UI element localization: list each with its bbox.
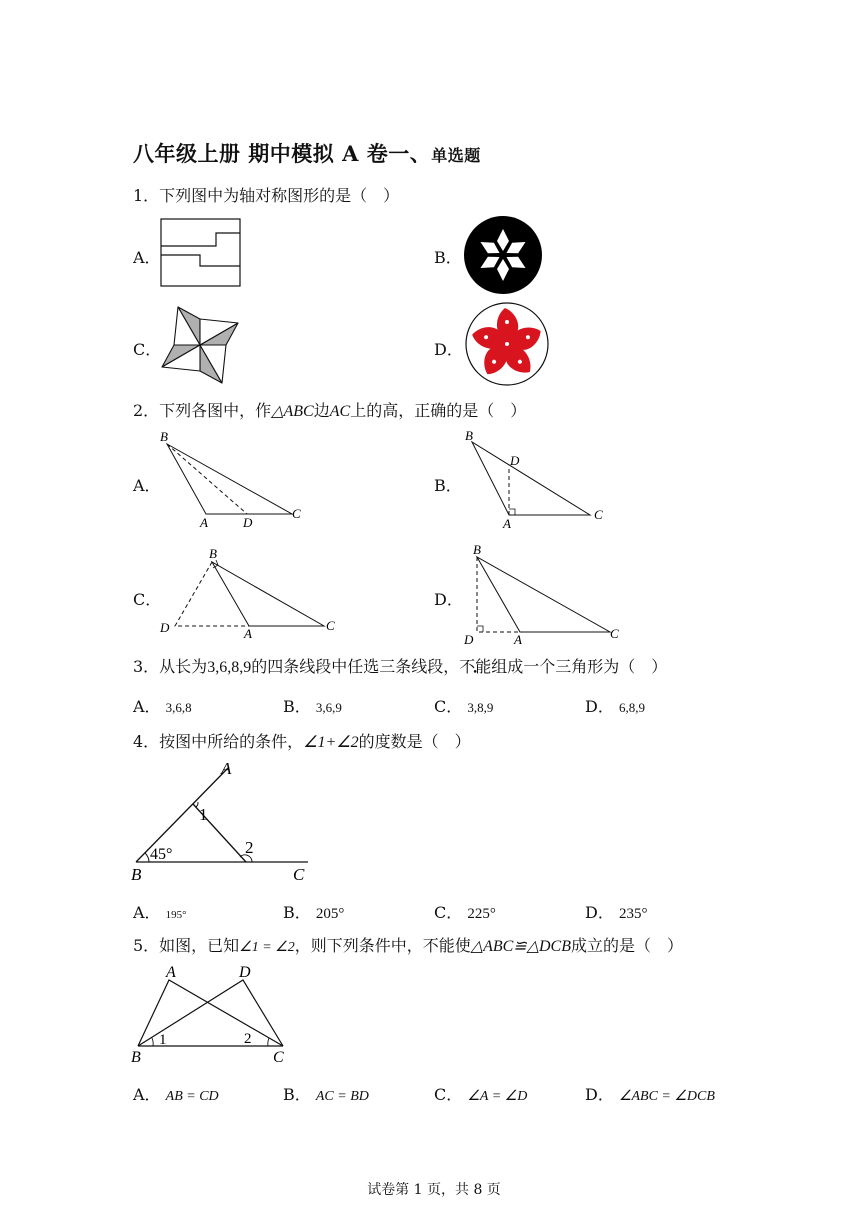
emphasis-not: 不能 bbox=[459, 657, 492, 676]
point-label-a: A bbox=[200, 515, 208, 530]
q1-figure-c-pinwheel[interactable] bbox=[158, 305, 242, 385]
q2-option-d-label[interactable]: D． bbox=[434, 590, 463, 609]
q5-option-a[interactable]: A． AB = CD bbox=[133, 1085, 219, 1104]
point-label-b: B bbox=[160, 429, 168, 444]
q4-option-a[interactable]: A． 195° bbox=[133, 903, 187, 922]
q1-figure-d-bauhinia-flower[interactable] bbox=[463, 301, 551, 387]
angle-label-1: 1 bbox=[199, 805, 208, 824]
svg-text:D: D bbox=[510, 453, 520, 468]
angle-label-2: 2 bbox=[245, 838, 254, 857]
point-label-a: A bbox=[166, 964, 176, 981]
q1-option-d-label[interactable]: D． bbox=[434, 340, 463, 359]
svg-text:A: A bbox=[244, 626, 252, 641]
q2-option-c-label[interactable]: C． bbox=[133, 590, 162, 609]
point-label-c: C bbox=[293, 865, 305, 884]
q2-option-b-label[interactable]: B． bbox=[434, 476, 462, 495]
angle-label-45: 45° bbox=[150, 846, 173, 863]
q4-option-b[interactable]: B． 205° bbox=[283, 903, 345, 922]
svg-text:A: A bbox=[514, 632, 522, 647]
question-3-stem: 3．从长为3,6,8,9的四条线段中任选三条线段，不能组成一个三角形为（ ） bbox=[133, 657, 668, 676]
q5-option-d[interactable]: D． ∠ABC = ∠DCB bbox=[585, 1085, 715, 1104]
q4-figure-angles bbox=[128, 757, 318, 885]
point-label-b: B bbox=[131, 865, 142, 884]
point-label-a: A bbox=[221, 759, 232, 778]
q2-figure-c-triangle[interactable] bbox=[155, 544, 335, 644]
q5-figure-triangles bbox=[128, 961, 296, 1067]
q4-option-d[interactable]: D． 235° bbox=[585, 903, 648, 922]
svg-text:B: B bbox=[473, 542, 481, 557]
q3-option-a[interactable]: A． 3,6,8 bbox=[133, 697, 192, 716]
section-heading: 单选题 bbox=[431, 146, 481, 165]
page-title bbox=[133, 138, 481, 168]
q2-figure-b-triangle[interactable] bbox=[458, 428, 618, 530]
svg-text:C: C bbox=[594, 507, 603, 522]
q1-option-a-label[interactable]: A． bbox=[133, 248, 161, 267]
svg-text:D: D bbox=[464, 632, 474, 647]
point-label-c: C bbox=[292, 506, 301, 521]
q1-figure-b-snowflake-disc[interactable] bbox=[463, 215, 543, 295]
page-footer: 试卷第 1 页，共 8 页 bbox=[367, 1182, 501, 1198]
q2-figure-d-triangle[interactable] bbox=[458, 540, 628, 648]
svg-text:A: A bbox=[503, 516, 511, 530]
question-2-stem: 2．下列各图中，作△ABC边AC上的高，正确的是（ ） bbox=[133, 401, 527, 420]
point-label-d: D bbox=[243, 515, 253, 530]
question-1-stem: 1．下列图中为轴对称图形的是（ ） bbox=[133, 186, 400, 205]
svg-text:B: B bbox=[465, 428, 473, 443]
svg-text:C: C bbox=[610, 626, 619, 641]
q1-option-b-label[interactable]: B． bbox=[434, 248, 462, 267]
q4-option-c[interactable]: C． 225° bbox=[434, 903, 496, 922]
question-4-stem: 4．按图中所给的条件，∠1+∠2的度数是（ ） bbox=[133, 732, 471, 751]
svg-text:D: D bbox=[160, 620, 170, 635]
point-label-b: B bbox=[131, 1049, 141, 1066]
q2-option-a-label[interactable]: A． bbox=[133, 476, 161, 495]
q1-figure-a-interlocking-shape[interactable] bbox=[160, 218, 242, 288]
angle-label-1: 1 bbox=[159, 1032, 167, 1048]
q5-option-b[interactable]: B． AC = BD bbox=[283, 1085, 369, 1104]
exam-title: 八年级上册 期中模拟 A 卷一、 bbox=[133, 141, 432, 166]
angle-label-2: 2 bbox=[244, 1031, 252, 1047]
q2-figure-a-triangle[interactable] bbox=[155, 428, 315, 530]
q3-option-b[interactable]: B． 3,6,9 bbox=[283, 697, 342, 716]
svg-text:B: B bbox=[209, 546, 217, 561]
q1-option-c-label[interactable]: C． bbox=[133, 340, 162, 359]
q3-option-d[interactable]: D． 6,8,9 bbox=[585, 697, 645, 716]
question-5-stem: 5．如图，已知∠1 = ∠2，则下列条件中，不能使△ABC≌△DCB成立的是（ ） bbox=[133, 936, 684, 955]
point-label-d: D bbox=[239, 964, 251, 981]
q3-option-c[interactable]: C． 3,8,9 bbox=[434, 697, 494, 716]
point-label-c: C bbox=[273, 1049, 284, 1066]
q5-option-c[interactable]: C． ∠A = ∠D bbox=[434, 1085, 528, 1104]
svg-text:C: C bbox=[326, 618, 335, 633]
